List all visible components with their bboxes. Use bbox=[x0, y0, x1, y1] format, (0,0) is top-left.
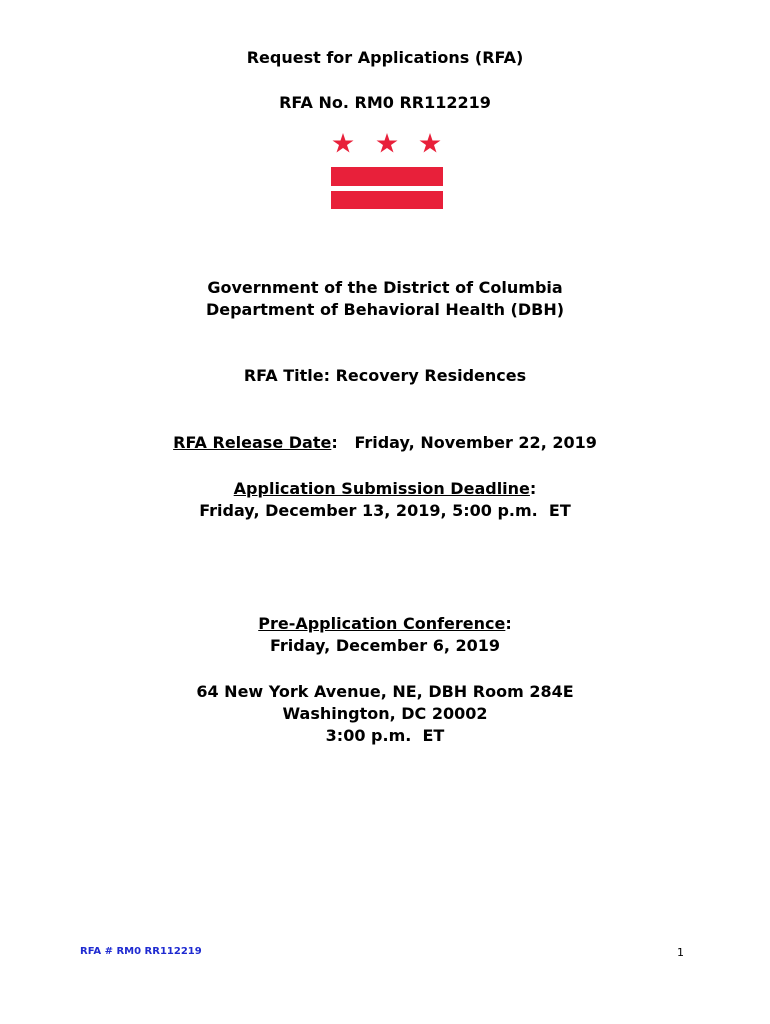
department-name: Department of Behavioral Health (DBH) bbox=[205, 300, 565, 319]
government-name: Government of the District of Columbia bbox=[207, 278, 563, 297]
flag-bar-top bbox=[331, 167, 443, 186]
release-date-label: RFA Release Date bbox=[173, 433, 332, 452]
deadline-colon: : bbox=[529, 479, 537, 498]
flag-star-right bbox=[420, 133, 441, 153]
release-date-colon: : bbox=[331, 433, 338, 452]
conference-label: Pre-Application Conference bbox=[258, 614, 506, 633]
flag-star-left bbox=[333, 133, 354, 153]
address-line-2: Washington, DC 20002 bbox=[282, 704, 488, 723]
release-date-line bbox=[0, 433, 770, 453]
deadline-heading bbox=[0, 479, 770, 499]
deadline-label: Application Submission Deadline bbox=[233, 479, 530, 498]
page-number: 1 bbox=[677, 946, 684, 959]
release-date-value: Friday, November 22, 2019 bbox=[337, 433, 597, 452]
document-heading: Request for Applications (RFA) bbox=[246, 48, 524, 67]
address-line-1: 64 New York Avenue, NE, DBH Room 284E bbox=[196, 682, 574, 701]
conference-colon: : bbox=[505, 614, 512, 633]
flag-star-center bbox=[377, 133, 398, 153]
rfa-number: RFA No. RM0 RR112219 bbox=[279, 93, 491, 112]
footer-rfa-reference: RFA # RM0 RR112219 bbox=[80, 946, 202, 957]
rfa-title: RFA Title: Recovery Residences bbox=[243, 366, 527, 385]
conference-date: Friday, December 6, 2019 bbox=[269, 636, 501, 655]
dc-flag-icon bbox=[330, 128, 444, 210]
conference-heading bbox=[0, 614, 770, 634]
flag-bar-bottom bbox=[331, 191, 443, 209]
deadline-value: Friday, December 13, 2019, 5:00 p.m. ET bbox=[199, 501, 571, 520]
conference-time: 3:00 p.m. ET bbox=[325, 726, 445, 745]
